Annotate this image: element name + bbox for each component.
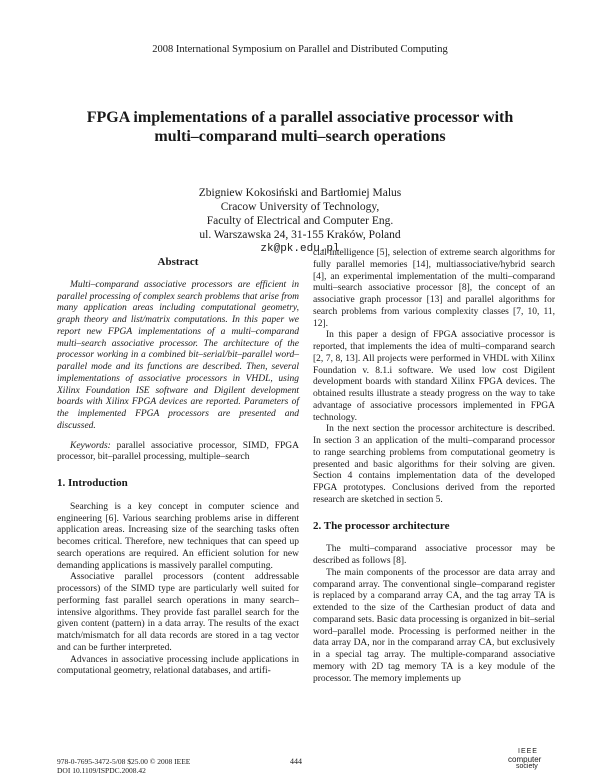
author-address: ul. Warszawska 24, 31-155 Kraków, Poland — [199, 229, 401, 241]
intro-paragraph-1: Searching is a key concept in computer science and engineering [6]. Various searching problems arise in different application areas. Increasing size of the searching tasks often becomes critical. Therefore, new techniques that can speed up search operations are required. An efficient solution for new demanding applications is massively parallel computing. — [57, 501, 299, 571]
abstract-body — [57, 280, 299, 433]
keywords-label: Keywords: — [70, 440, 111, 451]
section-2-paragraph-1: The multi–comparand associative processor may be described as follows [8]. — [313, 544, 555, 566]
paper-title — [60, 108, 540, 146]
right-paragraph-1: cial intelligence [5], selection of extreme search algorithms for fully parallel memories [14], multiassociative/hybrid search [4], an experimental implementation of the multi–comparand multi–search associative processor [8], the concept of an associative graph processor [13] and parallel algorithms for search problems from various complexity classes [7, 10, 11, 12]. — [313, 248, 555, 329]
computer-society-logo — [506, 748, 546, 772]
keywords-text: parallel associative processor, SIMD, FPGA processor, bit–parallel processing, multiple–search — [57, 440, 299, 463]
footer-isbn: 978-0-7695-3472-5/08 $25.00 © 2008 IEEE — [57, 757, 191, 766]
right-column — [313, 248, 555, 685]
affiliation-faculty: Faculty of Electrical and Computer Eng. — [206, 215, 394, 227]
right-paragraph-3: In the next section the processor architecture is described. In section 3 an application of the multi–comparand processor to range searching problems from computational geometry is presented and basic algorithms for their solving are given. Section 4 contains implementation data of the developed FPGA prototypes. Conclusions derived from the reported research are sketched in section 5. — [313, 424, 555, 505]
author-email[interactable]: zk@pk.edu.pl — [260, 243, 340, 255]
intro-paragraph-3: Advances in associative processing include applications in computational geometry, relational databases, and artifi- — [57, 654, 299, 677]
section-2-paragraph-2: The main components of the processor are data array and comparand array. The conventional single–comparand register is replaced by a comparand array CA, and the tag array TA is extended to the size of the Carthesian product of data and comparand sets. Basic data processing is organized in bit–serial word–parallel mode. Processing is performed neither in the data array DA, nor in the comparand array CA, but exclusively in a special tag array. The multiple-comparand associative memory with 2D tag memory TA is a key module of the processor. The memory implements up — [313, 567, 555, 684]
affiliation-university: Cracow University of Technology, — [220, 201, 380, 213]
author-block — [100, 186, 500, 256]
footer-doi: DOI 10.1109/ISPDC.2008.42 — [57, 766, 146, 775]
left-column — [57, 248, 299, 678]
intro-paragraph-2: Associative parallel processors (content addressable processors) of the SIMD type are particularly well suited for performing fast parallel search operations in many search–intensive algorithms. They provide fast parallel search for the given content (pattern) in a data array. The results of the exact match/mismatch for all data records are stored in a tag vector and can be further interpreted. — [57, 572, 299, 653]
logo-text-society: society — [516, 763, 538, 770]
title-line-2: multi–comparand multi–search operations — [154, 128, 446, 145]
logo-ieee-text: IEEE — [518, 748, 538, 755]
title-line-1: FPGA implementations of a parallel associative processor with — [86, 109, 514, 126]
keywords — [57, 441, 299, 465]
conference-header: 2008 International Symposium on Parallel and Distributed Computing — [152, 44, 448, 55]
abstract-text: Multi–comparand associative processors are efficient in parallel processing of complex search problems that arise from many application areas including computational geometry, graph theory and list/matrix computations. In this paper we report new FPGA implementations of a multi–comparand multi–search associative processor. The architecture of the processor working in a combined bit–serial/bit–parallel word–parallel mode and its functions are described. Then, several implementations of associative processors in VHDL, using Xilinx Foundation ISE software and Digilent development boards with Xilinx FPGA devices are reported. Parameters of the implemented FPGA processors are presented and discussed. — [57, 279, 299, 431]
abstract-heading: Abstract — [157, 256, 199, 268]
logo-text-computer: computer — [508, 755, 542, 764]
intro-heading: 1. Introduction — [57, 477, 128, 489]
author-names: Zbigniew Kokosiński and Bartłomiej Malus — [198, 187, 402, 199]
section-2-heading: 2. The processor architecture — [313, 519, 450, 532]
right-paragraph-2: In this paper a design of FPGA associative processor is reported, that implements the idea of multi–comparand search [2, 7, 8, 13]. All projects were performed in VHDL with Xilinx Foundation v. 8.1.i software. We used low cost Digilent development boards with standard Xilinx FPGA devices. The obtained results illustrate a steady progress on the way to take advantage of associative processors implemented in FPGA technology. — [313, 330, 555, 423]
footer-copyright — [57, 757, 190, 775]
page-number: 444 — [290, 757, 302, 766]
